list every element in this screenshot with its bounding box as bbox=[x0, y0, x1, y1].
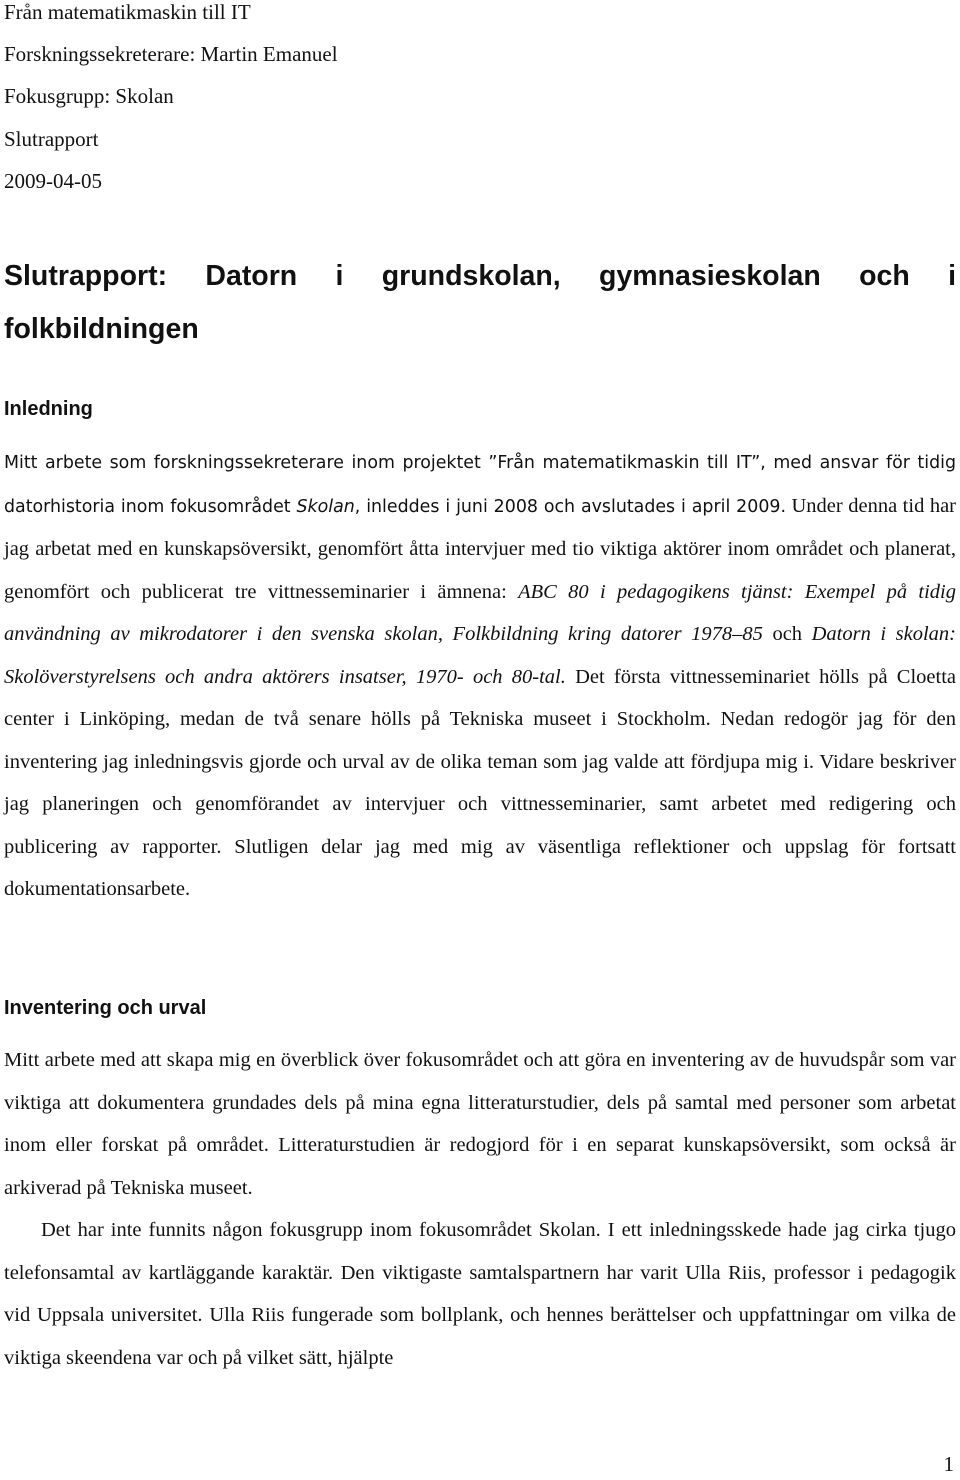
intro-text-4: och bbox=[762, 623, 812, 645]
intro-seminar-titles: ABC 80 i pedagogikens tjänst: Exempel på tidig användning av mikrodatorer i den svenska skolan, Folkbildning kring datorer 1978–85 bbox=[4, 580, 957, 645]
intro-text-3: Under denna tid har jag arbetat med en kunskapsöversikt, genomfört åtta intervjuer med tio viktiga aktörer inom området och planerat, genomfört och publicerat tre vittnesseminarier i ämnena: bbox=[4, 494, 956, 603]
section-heading-intro: Inledning bbox=[4, 398, 93, 420]
document-type: Slutrapport bbox=[4, 127, 99, 151]
intro-italic-skolan: Skolan bbox=[296, 496, 355, 517]
document-date: 2009-04-05 bbox=[4, 169, 102, 193]
page-number: 1 bbox=[943, 1452, 954, 1476]
inventory-paragraph-1: Mitt arbete med att skapa mig en överblick över fokusområdet och att göra en inventering av de huvudspår som var viktiga att dokumentera grundades dels på mina egna litteraturstudier, dels på samtal med personer som arbetat inom eller forskat på området. Litteraturstudien är redogjord för i en separat kunskapsöversikt, som också är arkiverad på Tekniska museet. bbox=[4, 1049, 956, 1199]
intro-paragraph bbox=[4, 441, 956, 911]
focus-group: Fokusgrupp: Skolan bbox=[4, 84, 174, 108]
intro-text-1: Mitt arbete som forskningssekreterare inom projektet ”Från matematikmaskin till IT”, med ansvar för tidig datorhistoria inom fokusområdet bbox=[4, 453, 956, 517]
project-name: Från matematikmaskin till IT bbox=[4, 0, 251, 24]
inventory-paragraph-2: Det har inte funnits någon fokusgrupp inom fokusområdet Skolan. I ett inledningsskede hade jag cirka tjugo telefonsamtal av kartläggande karaktär. Den viktigaste samtalspartnern har varit Ulla Riis, professor i pedagogik vid Uppsala universitet. Ulla Riis fungerade som bollplank, och hennes berättelser och uppfattningar om vilka de viktiga skeendena var och på vilket sätt, hjälpte bbox=[4, 1219, 956, 1369]
intro-text-5: Det första vittnesseminariet hölls på Cloetta center i Linköping, medan de två senare hölls på Tekniska museet i Stockholm. Nedan redogör jag för den inventering jag inledningsvis gjorde och urval av de olika teman som jag valde att fördjupa mig i. Vidare beskriver jag planeringen och genomförandet av intervjuer och vittnesseminarier, samt arbetet med redigering och publicering av rapporter. Slutligen delar jag med mig av väsentliga reflektioner och uppslag för fortsatt dokumentationsarbete. bbox=[4, 665, 957, 900]
document-title: Slutrapport: Datorn i grundskolan, gymnasieskolan och i folkbildningen bbox=[4, 260, 956, 345]
intro-seminar-title-3: Datorn i skolan: Skolöverstyrelsens och andra aktörers insatser, 1970- och 80-tal. bbox=[4, 623, 956, 688]
section-heading-inventory: Inventering och urval bbox=[4, 997, 207, 1019]
intro-text-2: , inleddes i juni 2008 och avslutades i april 2009. bbox=[354, 496, 786, 517]
research-secretary: Forskningssekreterare: Martin Emanuel bbox=[4, 42, 338, 66]
